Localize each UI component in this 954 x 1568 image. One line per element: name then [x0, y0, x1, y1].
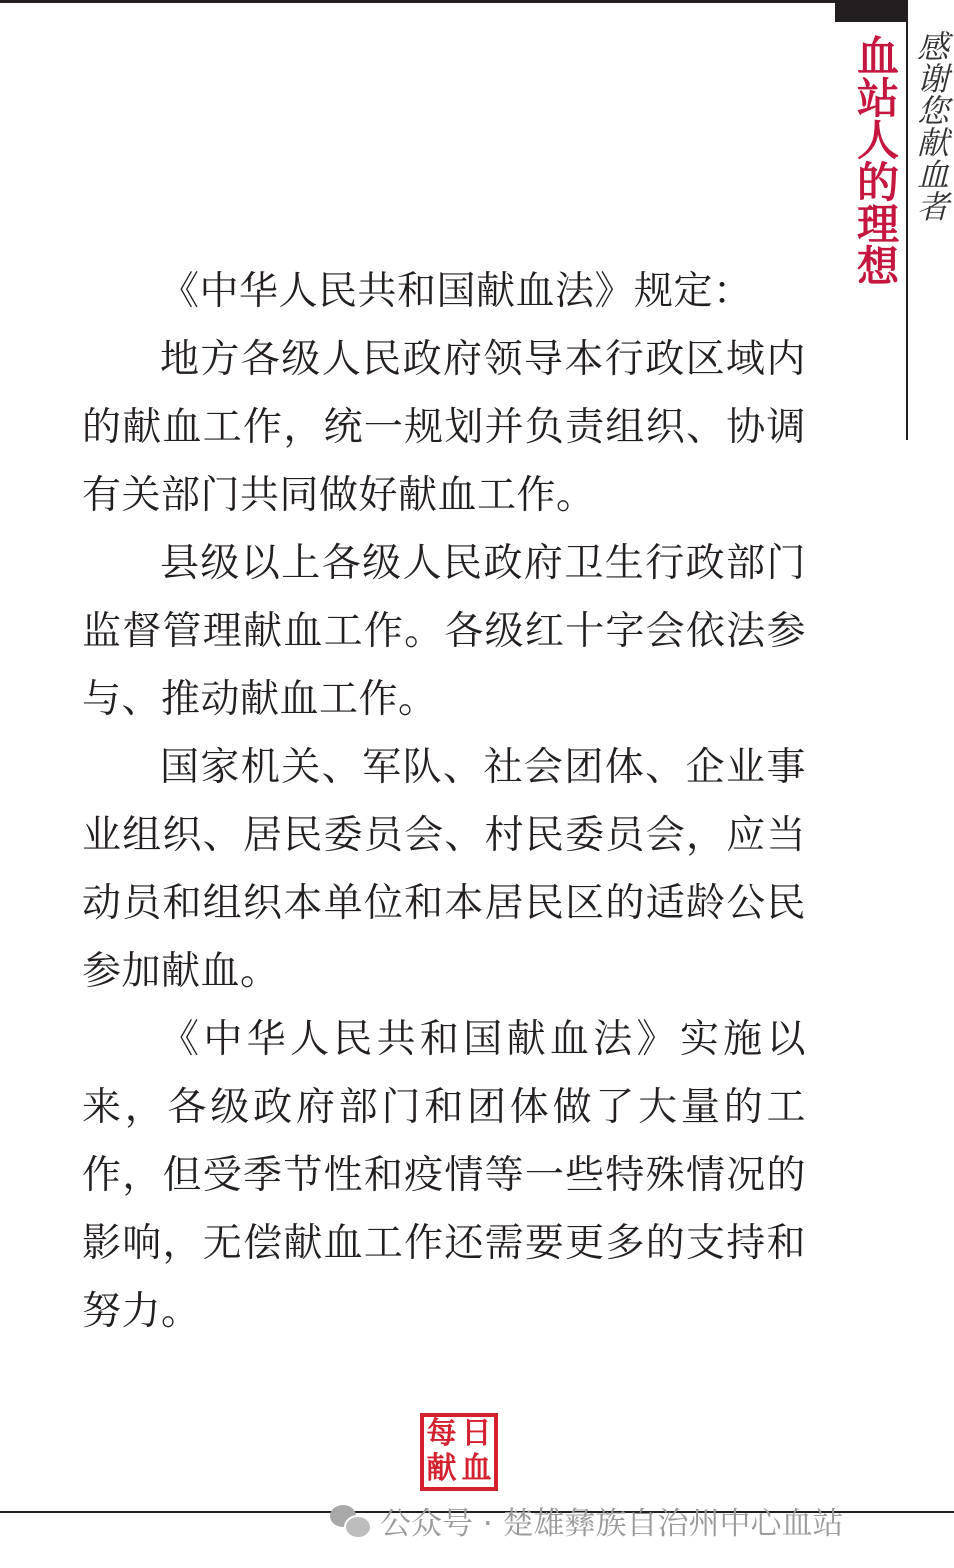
logo-char: 血	[461, 1451, 492, 1486]
paragraph-health-department: 县级以上各级人民政府卫生行政部门监督管理献血工作。各级红十字会依法参与、推动献血工作。	[82, 541, 806, 722]
daily-donation-logo	[420, 1413, 498, 1491]
top-rule	[0, 0, 836, 3]
side-rule	[906, 0, 908, 440]
paragraph-implementation: 《中华人民共和国献血法》实施以来，各级政府部门和团体做了大量的工作，但受季节性和疫情等一些特殊情况的影响，无偿献血工作还需要更多的支持和努力。	[82, 1017, 806, 1334]
logo-char: 每	[426, 1416, 457, 1451]
article-body	[82, 258, 806, 1346]
account-watermark	[330, 1495, 844, 1545]
logo-char: 日	[461, 1416, 492, 1451]
watermark-text: 公众号 · 楚雄彝族自治州中心血站	[380, 1505, 844, 1542]
section-title: 血站人的理想	[851, 34, 900, 286]
corner-block	[835, 0, 908, 22]
paragraph-law-intro: 《中华人民共和国献血法》规定：	[160, 269, 753, 314]
paragraph-organizations: 国家机关、军队、社会团体、企业事业组织、居民委员会、村民委员会，应当动员和组织本单位和本居民区的适龄公民参加献血。	[82, 745, 806, 994]
logo-char: 献	[426, 1451, 457, 1486]
slogan: 感谢您献血者	[912, 30, 950, 222]
paragraph-local-government: 地方各级人民政府领导本行政区域内的献血工作，统一规划并负责组织、协调有关部门共同做好献血工作。	[82, 337, 806, 518]
wechat-icon	[330, 1503, 370, 1537]
